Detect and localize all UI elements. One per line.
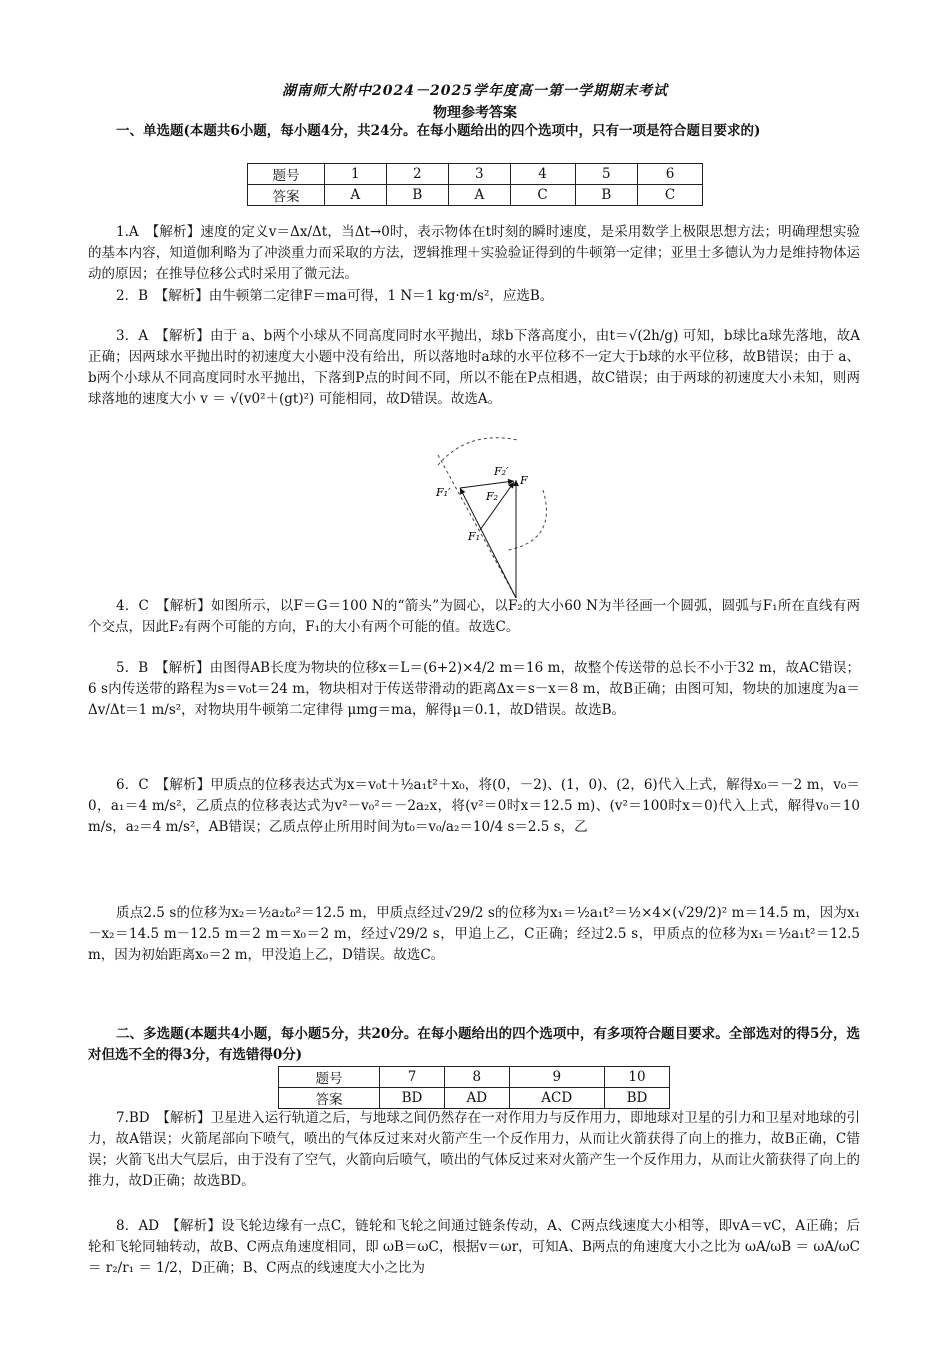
q-answer: B	[386, 185, 449, 206]
q-answer: A	[449, 185, 511, 206]
q-answer: AD	[445, 1088, 510, 1109]
arc-top	[438, 438, 518, 465]
q-number: 4	[510, 164, 575, 185]
q-answer: ACD	[509, 1088, 604, 1109]
q6-explanation-part2: 质点2.5 s的位移为x₂＝½a₂t₀²＝12.5 m，甲质点经过√29/2 s的位移为x₁＝½a₁t²＝½×4×(√29/2)² m＝14.5 m，因为x₁－x₂＝14.5 m－12.5 m＝2 m＝x₀＝2 m，经过√29/2 s，甲追上乙，C正确；经过2.5 s，甲质点的位移为x₁＝½a₁t²＝12.5 m，因为初始距离x₀＝2 m，甲没追上乙，D错误。故选C。	[88, 905, 860, 963]
row-label-question: 题号	[279, 1067, 380, 1088]
label-f2-prime: F₂′	[494, 465, 509, 478]
q-number: 5	[575, 164, 638, 185]
arc-right	[508, 490, 546, 550]
exam-title: 湖南师大附中2024－2025学年度高一第一学期期末考试	[282, 83, 668, 99]
q-answer: BD	[380, 1088, 445, 1109]
q7-explanation: 7.BD 【解析】卫星进入运行轨道之后，与地球之间仍然存在一对作用力与反作用力，即地球对卫星的引力和卫星对地球的引力，故A错误；火箭尾部向下喷气，喷出的气体反过来对火箭产生一个反作用力，从而让火箭获得了向上的推力，故B正确，C错误；火箭飞出大气层后，由于没有了空气，火箭向后喷气，喷出的气体反过来对火箭产生一个反作用力，从而让火箭获得了向上的推力，故D正确；故选BD。	[88, 1110, 860, 1189]
table-row-numbers	[248, 164, 703, 185]
row-label-question: 题号	[248, 164, 325, 185]
q5-explanation: 5．B 【解析】由图得AB长度为物块的位移x＝L＝(6+2)×4/2 m＝16 m，故整个传送带的总长不小于32 m，故AC错误；6 s内传送带的路程为s＝v₀t＝24 m，物块相对于传送带滑动的距离Δx＝s－x＝8 m，故B正确；由图可知，物块的加速度为a＝Δv/Δt＝1 m/s²，对物块用牛顿第二定律得 μmg＝ma，解得μ＝0.1，故D错误。故选B。	[88, 660, 860, 718]
q-answer: BD	[604, 1088, 669, 1109]
section1-answer-table	[247, 163, 703, 206]
table-row-answers	[279, 1088, 670, 1109]
label-f1-prime: F₁′	[436, 486, 451, 499]
label-f1: F₁	[468, 530, 481, 543]
f1-prime-vector	[460, 488, 516, 598]
q2-explanation: 2．B 【解析】由牛顿第二定律F＝ma可得，1 N＝1 kg·m/s²，应选B。	[116, 288, 554, 304]
f2-prime-vector	[460, 481, 514, 488]
q-number: 2	[386, 164, 449, 185]
label-f: F	[520, 474, 528, 487]
exam-subtitle: 物理参考答案	[433, 105, 517, 121]
q-number: 7	[380, 1067, 445, 1088]
q-answer: A	[325, 185, 387, 206]
label-f2: F₂	[486, 490, 499, 503]
row-label-answer: 答案	[248, 185, 325, 206]
row-label-answer: 答案	[279, 1088, 380, 1109]
q-number: 6	[638, 164, 703, 185]
section1-heading: 一、单选题(本题共6小题，每小题4分，共24分。在每小题给出的四个选项中，只有一项是符合题目要求的)	[116, 123, 761, 139]
q-number: 10	[604, 1067, 669, 1088]
q-number: 1	[325, 164, 387, 185]
q-number: 9	[509, 1067, 604, 1088]
q-number: 8	[445, 1067, 510, 1088]
section2-answer-table	[278, 1066, 670, 1109]
table-row-numbers	[279, 1067, 670, 1088]
force-diagram	[428, 430, 568, 600]
q8-explanation: 8．AD 【解析】设飞轮边缘有一点C，链轮和飞轮之间通过链条传动，A、C两点线速度大小相等，即vA＝vC，A正确；后轮和飞轮同轴转动，故B、C两点角速度相同，即 ωB＝ωC，根据v＝ωr，可知A、B两点的角速度大小之比为 ωA/ωB ＝ ωA/ωC ＝ r₂/r₁ ＝ 1/2，D正确；B、C两点的线速度大小之比为	[88, 1218, 860, 1276]
table-row-answers	[248, 185, 703, 206]
section2-heading: 二、多选题(本题共4小题，每小题5分，共20分。在每小题给出的四个选项中，有多项符合题目要求。全部选对的得5分，选对但选不全的得3分，有选错得0分)	[88, 1026, 860, 1063]
q-answer: B	[575, 185, 638, 206]
q-answer: C	[638, 185, 703, 206]
q4-explanation: 4．C 【解析】如图所示，以F＝G＝100 N的“箭头”为圆心，以F₂的大小60 N为半径画一个圆弧，圆弧与F₁所在直线有两个交点，因此F₂有两个可能的方向，F₁的大小有两个可能的值。故选C。	[88, 598, 860, 635]
q1-explanation: 1.A 【解析】速度的定义v＝Δx/Δt，当Δt→0时，表示物体在t时刻的瞬时速度，是采用数学上极限思想方法；明确理想实验的基本内容，知道伽利略为了冲淡重力而采取的方法，逻辑推理＋实验验证得到的牛顿第一定律；亚里士多德认为力是维持物体运动的原因；在推导位移公式时采用了微元法。	[88, 224, 860, 282]
q-answer: C	[510, 185, 575, 206]
q6-explanation-part1: 6．C 【解析】甲质点的位移表达式为x＝v₀t＋½a₁t²＋x₀，将(0，－2)、(1，0)、(2，6)代入上式，解得x₀＝－2 m，v₀＝0，a₁＝4 m/s²，乙质点的位移表达式为v²－v₀²＝－2a₂x，将(v²＝0时x＝12.5 m)、(v²＝100时x＝0)代入上式，解得v₀＝10 m/s，a₂＝4 m/s²，AB错误；乙质点停止所用时间为t₀＝v₀/a₂＝10/4 s＝2.5 s，乙	[88, 777, 860, 835]
q3-explanation: 3．A 【解析】由于 a、b两个小球从不同高度同时水平抛出，球b下落高度小，由t＝√(2h/g) 可知，b球比a球先落地，故A正确；因两球水平抛出时的初速度大小题中没有给出，所以落地时a球的水平位移不一定大于b球的水平位移，故B错误；由于 a、b两个小球从不同高度同时水平抛出，下落到P点的时间不同，所以不能在P点相遇，故C错误；由于两球的初速度大小未知，则两球落地的速度大小 v ＝ √(v0²＋(gt)²) 可能相同，故D错误。故选A。	[88, 328, 860, 407]
q-number: 3	[449, 164, 511, 185]
